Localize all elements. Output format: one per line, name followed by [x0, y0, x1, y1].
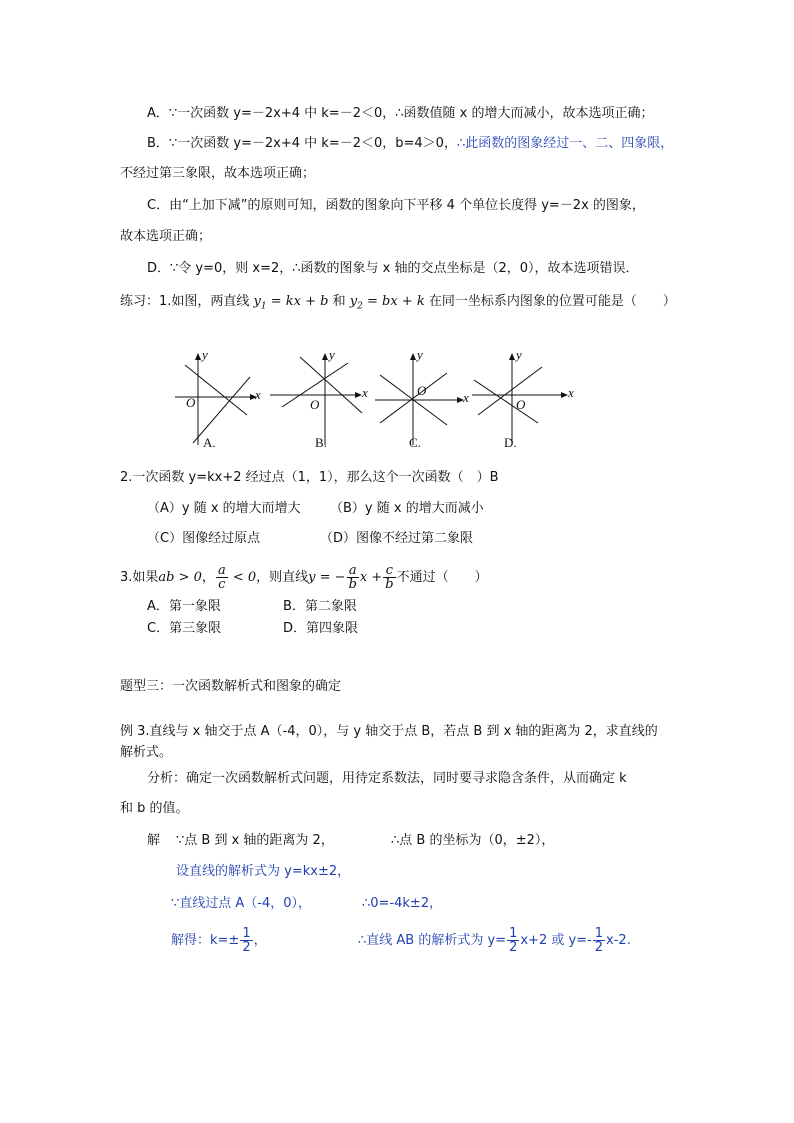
solution-step-5-prefix: ∴直线 AB 的解析式为 y=	[358, 933, 507, 948]
exercise-3-option-b: B．第二象限	[283, 599, 357, 614]
section-title: 题型三：一次函数解析式和图象的确定	[120, 679, 342, 694]
graph-b-origin-label: O	[310, 397, 320, 412]
fraction-a-over-b-num: a	[347, 564, 359, 578]
fraction-a-over-b-den: b	[348, 577, 357, 592]
solution-line-b1	[147, 135, 673, 153]
solution-line-b1-text: B．∵一次函数 y=－2x+4 中 k=－2＜0，b=4＞0，	[147, 136, 457, 151]
exercise-1-prefix: 练习：1.如图，两直线	[120, 294, 250, 309]
fraction-one-half-first	[507, 927, 519, 954]
solution-line-b1-blue: ∴此函数的图象经过一、二、四象限，	[456, 136, 674, 151]
solution-line-b2: 不经过第三象限，故本选项正确；	[120, 166, 316, 181]
fraction-c-over-b-den: b	[385, 577, 394, 592]
graph-b-option-label: B.	[315, 435, 327, 450]
exercise-3-mid: ，则直线	[256, 570, 309, 585]
exercise-1-suffix: 在同一坐标系内图象的位置可能是（ ）	[424, 294, 676, 309]
fraction-one-half-k	[240, 927, 252, 954]
graph-d-origin-label: O	[516, 397, 526, 412]
solution-step-1: ∵点 B 到 x 轴的距离为 2，	[176, 833, 334, 848]
solution-line-d: D．∵令 y=0，则 x=2，∴函数的图象与 x 轴的交点坐标是（2，0），故本选项错误．	[147, 261, 639, 276]
solution-step-2: 设直线的解析式为 y=kx±2，	[176, 864, 351, 879]
fraction-one-half-k-num: 1	[242, 926, 251, 941]
exercise-3-option-a: A．第一象限	[147, 599, 221, 614]
solution-line-c2: 故本选项正确；	[120, 229, 212, 244]
graph-a	[175, 345, 270, 450]
condition-ab: ab > 0	[158, 570, 202, 585]
y2-label: y	[349, 294, 358, 309]
exercise-3-option-d: D．第四象限	[283, 621, 359, 636]
fraction-one-half-second-den: 2	[594, 940, 604, 955]
graph-d-svg	[472, 345, 582, 450]
graph-b	[270, 345, 370, 450]
solution-step-5	[358, 926, 631, 956]
condition-ac-rest: < 0	[228, 570, 257, 585]
y1-label: y	[253, 294, 261, 309]
solution-step-5-suffix: x-2.	[606, 933, 631, 948]
solution-line-a: A．∵一次函数 y=－2x+4 中 k=－2＜0，∴函数值随 x 的增大而减小，故本选项正确；	[147, 106, 654, 121]
graph-d-option-label: D.	[504, 435, 517, 450]
and-text: 和	[328, 294, 350, 309]
graph-d-y-axis-label: y	[516, 347, 522, 362]
exercise-2-option-c: （C）图像经过原点	[147, 531, 261, 546]
graph-a-option-label: A.	[203, 435, 216, 450]
example-3-analysis-2: 和 b 的值。	[120, 801, 189, 816]
fraction-one-half-first-num: 1	[509, 926, 518, 941]
graph-b-x-axis-label: x	[362, 385, 368, 400]
solution-step-4-prefix: 解得：k=±	[171, 933, 240, 948]
y1-rhs: = kx + b	[266, 294, 329, 309]
graph-d-x-axis-label: x	[568, 385, 574, 400]
exercise-3-separator: ，	[201, 570, 215, 585]
graph-c	[375, 345, 475, 450]
graph-c-origin-label: O	[417, 383, 427, 398]
graph-d	[472, 345, 582, 450]
graph-a-origin-label: O	[186, 395, 196, 410]
solution-line-c1: C．由“上加下减”的原则可知，函数的图象向下平移 4 个单位长度得 y=－2x 的图象，	[147, 198, 645, 213]
fraction-one-half-second	[593, 927, 605, 954]
graph-c-x-axis-label: x	[463, 390, 469, 405]
solution-step-3-right: ∴0=-4k±2，	[362, 896, 443, 911]
solution-step-5-mid: x+2 或 y=-	[520, 933, 592, 948]
fraction-c-over-b	[383, 564, 395, 591]
graph-c-option-label: C.	[409, 435, 421, 450]
y2-rhs: = bx + k	[362, 294, 425, 309]
exercise-3-question	[120, 564, 488, 592]
y1-subscript: 1	[260, 301, 267, 312]
fraction-c-over-b-num: c	[383, 564, 395, 578]
fraction-a-over-c	[216, 564, 228, 591]
fraction-one-half-second-num: 1	[594, 926, 604, 941]
exercise-3-suffix: 不通过（ ）	[396, 570, 488, 585]
exercise-2-option-b: （B）y 随 x 的增大而减小	[330, 501, 484, 516]
solution-label: 解	[147, 833, 161, 848]
graph-c-y-axis-label: y	[417, 347, 423, 362]
exercise-3-option-c: C．第三象限	[147, 621, 222, 636]
exercise-1-question	[120, 293, 676, 316]
graph-a-x-axis-label: x	[255, 387, 261, 402]
graph-b-y-axis-label: y	[329, 347, 335, 362]
fraction-one-half-k-den: 2	[242, 940, 251, 955]
example-3-line-2: 解析式。	[120, 745, 173, 760]
x-plus: x +	[359, 570, 383, 585]
fraction-a-over-b	[347, 564, 359, 591]
line-lhs: y = −	[308, 570, 346, 585]
fraction-one-half-first-den: 2	[509, 940, 518, 955]
solution-step-4	[171, 926, 267, 956]
example-3-line-1: 例 3.直线与 x 轴交于点 A（-4，0），与 y 轴交于点 B，若点 B 到 x 轴的距离为 2，求直线的	[120, 724, 658, 739]
exercise-2-question: 2.一次函数 y=kx+2 经过点（1，1），那么这个一次函数（ ）B	[120, 470, 499, 485]
solution-step-1-right: ∴点 B 的坐标为（0，±2），	[391, 833, 555, 848]
example-3-analysis-1: 分析：确定一次函数解析式问题，用待定系数法，同时要寻求隐含条件，从而确定 k	[147, 771, 627, 786]
y2-subscript: 2	[357, 301, 363, 312]
exercise-2-option-d: （D）图像不经过第二象限	[320, 531, 474, 546]
graph-a-y-axis-label: y	[202, 347, 208, 362]
solution-step-3: ∵直线过点 A（-4，0），	[171, 896, 312, 911]
fraction-a-over-c-den: c	[218, 577, 226, 592]
fraction-a-over-c-num: a	[217, 563, 226, 578]
exercise-2-option-a: （A）y 随 x 的增大而增大	[147, 501, 301, 516]
exercise-3-prefix: 3.如果	[120, 570, 159, 585]
solution-step-4-suffix: ，	[253, 933, 267, 948]
